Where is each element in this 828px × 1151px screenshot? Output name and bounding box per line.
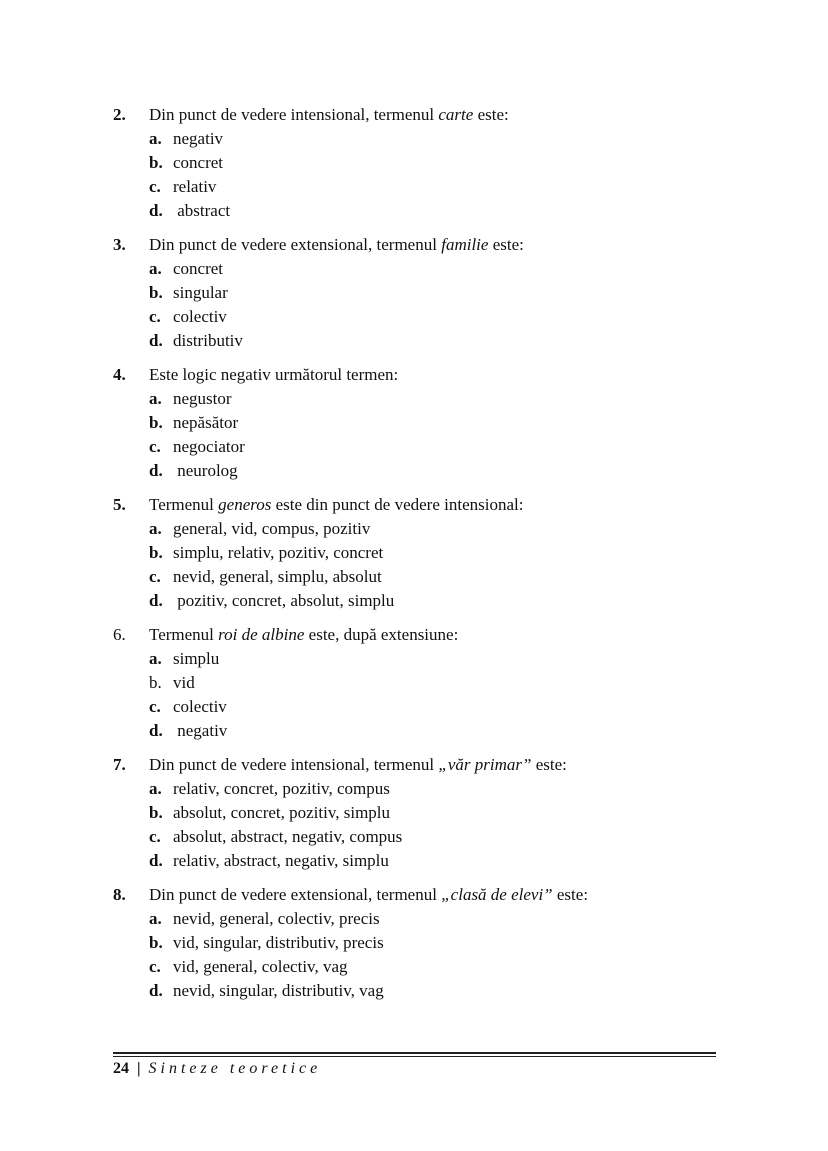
question-text-part: este din punct de vedere intensional:: [271, 495, 524, 514]
option-text: relativ: [173, 177, 217, 196]
option-text: distributiv: [173, 331, 243, 350]
answer-option: [149, 955, 753, 979]
option-letter: b.: [149, 283, 163, 302]
answer-option: [149, 777, 753, 801]
question-text-part: este:: [488, 235, 524, 254]
question-text-part: Din punct de vedere intensional, termenul: [149, 105, 439, 124]
option-letter: c.: [149, 697, 161, 716]
question-number: 5.: [113, 495, 126, 514]
option-letter: a.: [149, 909, 162, 928]
option-letter: d.: [149, 981, 163, 1000]
option-letter: a.: [149, 129, 162, 148]
option-letter: d.: [149, 201, 163, 220]
option-list: [149, 907, 753, 1003]
question-number: 4.: [113, 365, 126, 384]
option-text: concret: [173, 153, 224, 172]
question-item: [113, 623, 753, 743]
option-letter: a.: [149, 779, 162, 798]
option-letter: d.: [149, 721, 163, 740]
page-footer: [113, 1058, 321, 1080]
option-list: [149, 517, 753, 613]
answer-option: [149, 517, 753, 541]
answer-option: [149, 825, 753, 849]
question-item: [113, 233, 753, 353]
option-letter: b.: [149, 673, 162, 692]
answer-option: [149, 151, 753, 175]
question-number: 3.: [113, 235, 126, 254]
option-text: concret: [173, 259, 224, 278]
option-text: nepăsător: [173, 413, 239, 432]
option-text: general, vid, compus, pozitiv: [173, 519, 371, 538]
option-text: pozitiv, concret, absolut, simplu: [173, 591, 395, 610]
option-text: neurolog: [173, 461, 238, 480]
question-line: [113, 623, 753, 647]
option-letter: d.: [149, 331, 163, 350]
running-title: Sinteze teoretice: [148, 1060, 322, 1077]
option-text: absolut, abstract, negativ, compus: [173, 827, 403, 846]
option-text: vid, singular, distributiv, precis: [173, 933, 384, 952]
answer-option: [149, 435, 753, 459]
question-text: [149, 103, 753, 127]
question-line: [113, 493, 753, 517]
option-text: nevid, singular, distributiv, vag: [173, 981, 384, 1000]
option-text: relativ, concret, pozitiv, compus: [173, 779, 390, 798]
question-item: [113, 103, 753, 223]
answer-option: [149, 387, 753, 411]
option-list: [149, 777, 753, 873]
question-line: [113, 363, 753, 387]
option-text: colectiv: [173, 697, 227, 716]
question-number: 8.: [113, 885, 126, 904]
question-text: [149, 233, 753, 257]
answer-option: [149, 411, 753, 435]
answer-option: [149, 647, 753, 671]
question-text: [149, 493, 753, 517]
option-letter: b.: [149, 803, 163, 822]
answer-option: [149, 979, 753, 1003]
option-list: [149, 647, 753, 743]
option-text: relativ, abstract, negativ, simplu: [173, 851, 389, 870]
option-letter: a.: [149, 649, 162, 668]
answer-option: [149, 931, 753, 955]
answer-option: [149, 127, 753, 151]
answer-option: [149, 671, 753, 695]
answer-option: [149, 801, 753, 825]
option-text: colectiv: [173, 307, 227, 326]
footer-rule: [113, 1052, 716, 1054]
option-letter: a.: [149, 519, 162, 538]
question-line: [113, 883, 753, 907]
answer-option: [149, 695, 753, 719]
answer-option: [149, 849, 753, 873]
option-list: [149, 387, 753, 483]
question-item: [113, 753, 753, 873]
question-item: [113, 493, 753, 613]
answer-option: [149, 459, 753, 483]
answer-option: [149, 281, 753, 305]
question-text-part: Este logic negativ următorul termen:: [149, 365, 399, 384]
question-text-part: este:: [473, 105, 509, 124]
question-term: „văr primar”: [438, 755, 532, 774]
option-text: vid, general, colectiv, vag: [173, 957, 348, 976]
question-term: familie: [441, 235, 489, 254]
question-item: [113, 363, 753, 483]
question-text: [149, 753, 753, 777]
option-text: absolut, concret, pozitiv, simplu: [173, 803, 391, 822]
option-letter: c.: [149, 957, 161, 976]
question-term: generos: [218, 495, 272, 514]
question-text-part: este:: [531, 755, 567, 774]
question-term: „clasă de elevi”: [441, 885, 553, 904]
option-letter: c.: [149, 437, 161, 456]
option-letter: b.: [149, 153, 163, 172]
question-term: carte: [438, 105, 474, 124]
option-letter: c.: [149, 827, 161, 846]
option-text: negociator: [173, 437, 245, 456]
option-letter: d.: [149, 851, 163, 870]
question-number: 2.: [113, 105, 126, 124]
question-text-part: este, după extensiune:: [304, 625, 459, 644]
option-letter: d.: [149, 461, 163, 480]
question-text-part: este:: [552, 885, 589, 904]
question-number: 7.: [113, 755, 126, 774]
answer-option: [149, 907, 753, 931]
question-term: roi de albine: [218, 625, 305, 644]
question-line: [113, 103, 753, 127]
question-text-part: Din punct de vedere extensional, termenul: [149, 885, 442, 904]
question-line: [113, 753, 753, 777]
option-text: nevid, general, simplu, absolut: [173, 567, 382, 586]
question-list: [113, 103, 753, 1013]
answer-option: [149, 257, 753, 281]
page-number: 24: [113, 1060, 129, 1077]
option-text: negustor: [173, 389, 232, 408]
answer-option: [149, 565, 753, 589]
answer-option: [149, 541, 753, 565]
answer-option: [149, 589, 753, 613]
answer-option: [149, 305, 753, 329]
question-item: [113, 883, 753, 1003]
option-letter: b.: [149, 543, 163, 562]
option-letter: b.: [149, 933, 163, 952]
option-text: abstract: [173, 201, 231, 220]
answer-option: [149, 329, 753, 353]
option-text: negativ: [173, 129, 224, 148]
option-list: [149, 257, 753, 353]
option-text: vid: [173, 673, 195, 692]
option-text: nevid, general, colectiv, precis: [173, 909, 380, 928]
option-letter: c.: [149, 177, 161, 196]
footer-separator: |: [137, 1060, 141, 1077]
question-text-part: Din punct de vedere intensional, termenul: [149, 755, 439, 774]
question-text-part: Termenul: [149, 495, 219, 514]
option-text: simplu, relativ, pozitiv, concret: [173, 543, 384, 562]
option-list: [149, 127, 753, 223]
question-line: [113, 233, 753, 257]
question-text-part: Din punct de vedere extensional, termenul: [149, 235, 442, 254]
question-text: [149, 363, 753, 387]
question-number: 6.: [113, 625, 126, 644]
option-text: singular: [173, 283, 228, 302]
footer-rule-thin: [113, 1056, 716, 1057]
option-letter: c.: [149, 567, 161, 586]
option-letter: b.: [149, 413, 163, 432]
option-text: simplu: [173, 649, 220, 668]
question-text-part: Termenul: [149, 625, 219, 644]
option-letter: a.: [149, 389, 162, 408]
option-letter: a.: [149, 259, 162, 278]
answer-option: [149, 199, 753, 223]
option-letter: d.: [149, 591, 163, 610]
option-letter: c.: [149, 307, 161, 326]
answer-option: [149, 175, 753, 199]
question-text: [149, 883, 753, 907]
answer-option: [149, 719, 753, 743]
option-text: negativ: [173, 721, 228, 740]
question-text: [149, 623, 753, 647]
